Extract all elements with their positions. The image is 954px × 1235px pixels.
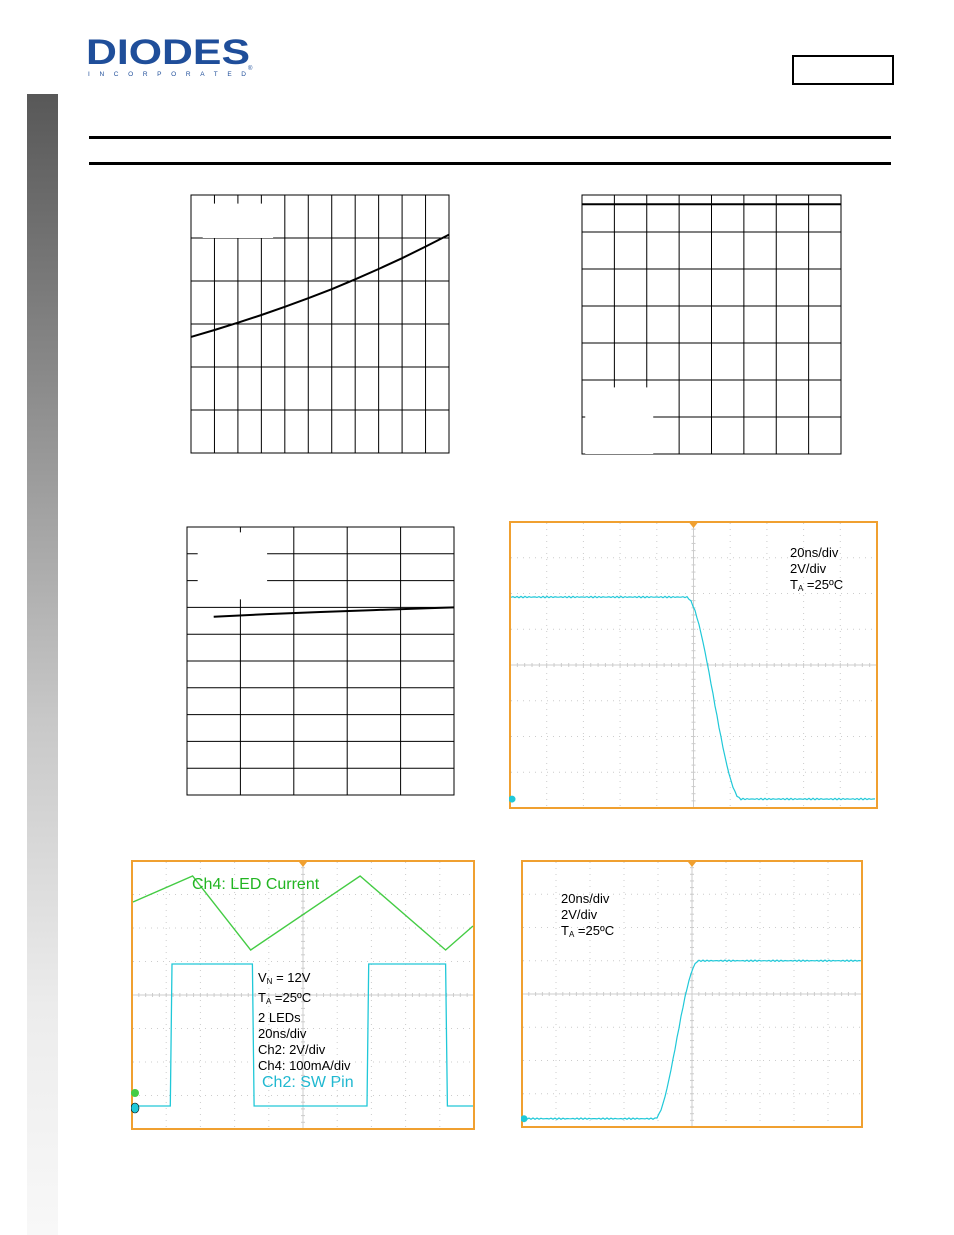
scope-sw-line: Ch4: 100mA/div	[258, 1058, 351, 1073]
scope-sw-line: 2 LEDs	[258, 1010, 301, 1025]
scope-rise-settings	[561, 891, 614, 943]
scope-fall-settings	[790, 545, 843, 597]
label-blank	[198, 532, 267, 599]
logo-text: DIODES	[86, 34, 250, 72]
label-blank	[585, 387, 653, 454]
scope-switching	[131, 860, 475, 1130]
chart-1	[190, 194, 450, 454]
ch2-label: Ch2: SW Pin	[262, 1074, 354, 1091]
ch4-marker	[131, 1089, 139, 1097]
logo-registered-mark: ®	[248, 66, 253, 72]
scope-rise-time	[521, 860, 863, 1128]
scope-fall-line: 2V/div	[790, 561, 827, 576]
scope-rise-line: 20ns/div	[561, 891, 610, 906]
chart-3	[186, 526, 455, 796]
scope-sw-line: 20ns/div	[258, 1026, 307, 1041]
scope-fall-line: 20ns/div	[790, 545, 839, 560]
scope-rise-line: 2V/div	[561, 907, 598, 922]
diodes-logo	[86, 34, 256, 78]
label-blank	[203, 204, 273, 238]
part-number-box	[792, 55, 894, 85]
header-rule-bottom	[89, 162, 891, 165]
scope-fall-time	[509, 521, 878, 809]
chart-2	[581, 194, 842, 455]
scope-switching-settings	[258, 970, 351, 1074]
header-rule-top	[89, 136, 891, 139]
scope-sw-line: Ch2: 2V/div	[258, 1042, 326, 1057]
logo-subtext: INCORPORATED	[88, 71, 246, 78]
ch4-label: Ch4: LED Current	[192, 876, 320, 893]
scope-rise-temp: $T_A$ =25ºC	[561, 923, 615, 939]
ch2-marker	[131, 1103, 139, 1113]
side-gradient-bar	[27, 94, 58, 1235]
temp-text: $T_A$ =25ºC	[258, 990, 312, 1006]
scope-fall-temp: $T_A$ =25ºC	[790, 577, 844, 593]
vin-text: $V_N = 12V$	[258, 970, 311, 986]
